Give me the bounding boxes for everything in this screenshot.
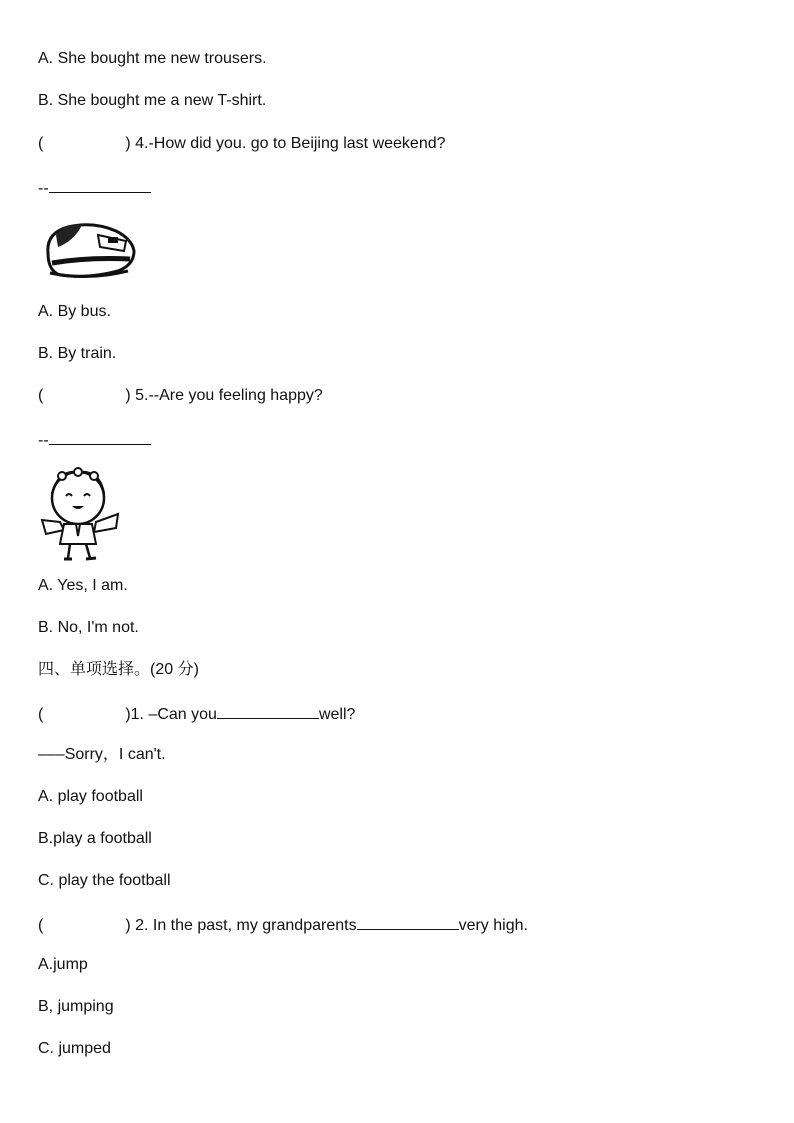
- option-b: B. She bought me a new T-shirt.: [38, 92, 267, 109]
- section4-question-1: ( )1. –Can you well?: [38, 702, 355, 725]
- paren-open: (: [38, 135, 44, 152]
- paren-open: (: [38, 387, 44, 404]
- reply-line: –––Sorry，I can't.: [38, 746, 166, 763]
- question-text: ) 4.-How did you. go to Beijing last weekend?: [125, 135, 446, 152]
- option-a: A. Yes, I am.: [38, 577, 128, 594]
- section4-question-2: ( ) 2. In the past, my grandparents very high.: [38, 913, 528, 936]
- option-a: A.jump: [38, 956, 88, 973]
- question-4: [38, 134, 446, 154]
- option-c: C. play the football: [38, 872, 171, 889]
- option-c: C. jumped: [38, 1040, 111, 1057]
- option-b: B.play a football: [38, 830, 152, 847]
- train-icon: [38, 213, 138, 290]
- option-a: A. By bus.: [38, 303, 111, 320]
- answer-line: --: [38, 428, 151, 451]
- question-5: [38, 386, 323, 406]
- option-b: B. No, I'm not.: [38, 619, 139, 636]
- happy-girl-icon: [38, 464, 124, 569]
- option-b: B. By train.: [38, 345, 117, 362]
- section-title: 四、单项选择。(20 分): [38, 661, 199, 678]
- option-a: A. play football: [38, 788, 143, 805]
- option-b: B, jumping: [38, 998, 114, 1015]
- answer-line: --: [38, 176, 151, 199]
- question-text: ) 5.--Are you feeling happy?: [125, 387, 323, 404]
- option-a: A. She bought me new trousers.: [38, 50, 267, 67]
